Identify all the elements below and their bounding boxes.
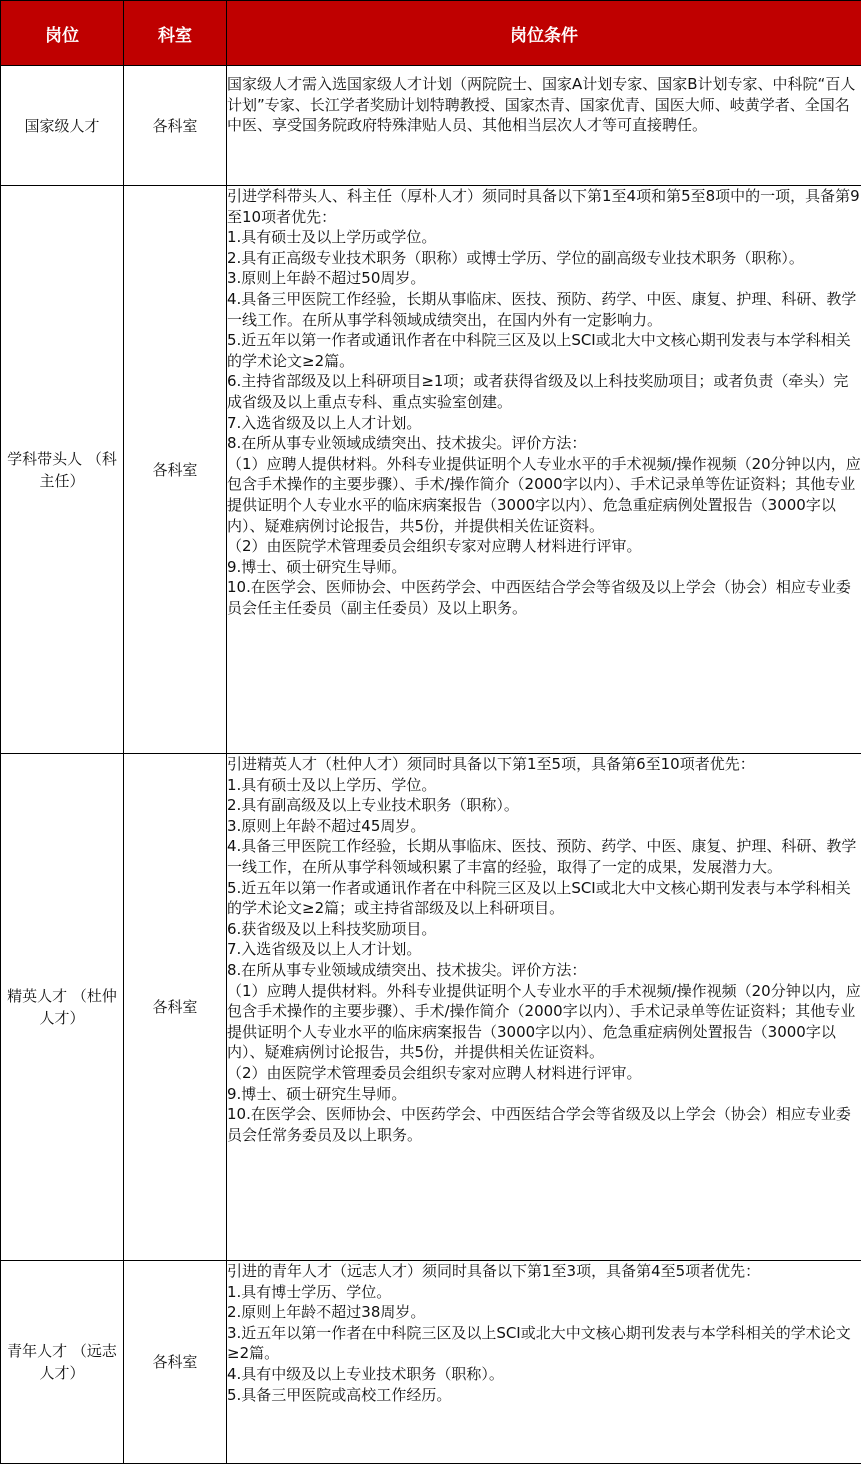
position-sublabel: （远志人才） — [39, 1342, 116, 1382]
condition-item: 10.在医学会、医师协会、中医药学会、中西医结合学会等省级及以上学会（协会）相应专业委员会任主任委员（副主任委员）及以上职务。 — [227, 577, 861, 618]
position-label: 国家级人才 — [24, 117, 99, 135]
condition-item: 8.在所从事专业领域成绩突出、技术拔尖。评价方法： — [227, 433, 861, 454]
condition-item: 3.原则上年龄不超过45周岁。 — [227, 816, 861, 837]
department-cell: 各科室 — [124, 1261, 227, 1464]
condition-intro: 引进精英人才（杜仲人才）须同时具备以下第1至5项，具备第6至10项者优先： — [227, 754, 861, 775]
condition-item: 7.入选省级及以上人才计划。 — [227, 413, 861, 434]
header-position: 岗位 — [1, 1, 124, 66]
condition-subitem: （2）由医院学术管理委员会组织专家对应聘人材料进行评审。 — [227, 536, 861, 557]
condition-item: 1.具有博士学历、学位。 — [227, 1282, 861, 1303]
position-label: 精英人才 — [7, 987, 67, 1005]
position-label: 学科带头人 — [7, 450, 82, 468]
condition-item: 5.近五年以第一作者或通讯作者在中科院三区及以上SCI或北大中文核心期刊发表与本学科相关的学术论文≥2篇。 — [227, 330, 861, 371]
condition-item: 2.原则上年龄不超过38周岁。 — [227, 1302, 861, 1323]
condition-subitem: （1）应聘人提供材料。外科专业提供证明个人专业水平的手术视频/操作视频（20分钟以内，应包含手术操作的主要步骤）、手术/操作简介（2000字以内）、手术记录单等佐证资料；其他专业提供证明个人专业水平的临床病案报告（3000字以内）、危急重症病例处置报告（3000字以内）、疑难病例讨论报告，共5份，并提供相关佐证资料。 — [227, 454, 861, 536]
condition-subitem: （1）应聘人提供材料。外科专业提供证明个人专业水平的手术视频/操作视频（20分钟以内，应包含手术操作的主要步骤）、手术/操作简介（2000字以内）、手术记录单等佐证资料；其他专业提供证明个人专业水平的临床病案报告（3000字以内）、危急重症病例处置报告（3000字以内）、疑难病例讨论报告，共5份，并提供相关佐证资料。 — [227, 981, 861, 1063]
table-row — [1, 186, 861, 754]
condition-item: 2.具有副高级及以上专业技术职务（职称）。 — [227, 795, 861, 816]
condition-item: 9.博士、硕士研究生导师。 — [227, 1084, 861, 1105]
condition-item: 4.具备三甲医院工作经验，长期从事临床、医技、预防、药学、中医、康复、护理、科研、教学一线工作，在所从事学科领域积累了丰富的经验，取得了一定的成果，发展潜力大。 — [227, 836, 861, 877]
position-cell — [1, 66, 124, 186]
position-cell — [1, 186, 124, 754]
conditions-cell — [227, 186, 861, 754]
header-department: 科室 — [124, 1, 227, 66]
condition-item: 3.近五年以第一作者在中科院三区及以上SCI或北大中文核心期刊发表与本学科相关的学术论文≥2篇。 — [227, 1323, 861, 1364]
department-cell: 各科室 — [124, 186, 227, 754]
condition-item: 6.获省级及以上科技奖励项目。 — [227, 919, 861, 940]
table-row — [1, 66, 861, 186]
condition-text: 国家级人才需入选国家级人才计划（两院院士、国家A计划专家、国家B计划专家、中科院“百人计划”专家、长江学者奖励计划特聘教授、国家杰青、国家优青、国医大师、岐黄学者、全国名中医、享受国务院政府特殊津贴人员、其他相当层次人才等可直接聘任。 — [227, 74, 861, 136]
conditions-cell — [227, 754, 861, 1261]
position-cell — [1, 754, 124, 1261]
table-row — [1, 754, 861, 1261]
condition-item: 6.主持省部级及以上科研项目≥1项；或者获得省级及以上科技奖励项目；或者负责（牵头）完成省级及以上重点专科、重点实验室创建。 — [227, 371, 861, 412]
position-cell — [1, 1261, 124, 1464]
condition-intro: 引进学科带头人、科主任（厚朴人才）须同时具备以下第1至4项和第5至8项中的一项，具备第9至10项者优先： — [227, 186, 861, 227]
condition-intro: 引进的青年人才（远志人才）须同时具备以下第1至3项，具备第4至5项者优先： — [227, 1261, 861, 1282]
condition-item: 8.在所从事专业领域成绩突出、技术拔尖。评价方法： — [227, 960, 861, 981]
conditions-cell — [227, 66, 861, 186]
condition-item: 4.具备三甲医院工作经验，长期从事临床、医技、预防、药学、中医、康复、护理、科研、教学一线工作。在所从事学科领域成绩突出，在国内外有一定影响力。 — [227, 289, 861, 330]
condition-item: 5.近五年以第一作者或通讯作者在中科院三区及以上SCI或北大中文核心期刊发表与本学科相关的学术论文≥2篇；或主持省部级及以上科研项目。 — [227, 878, 861, 919]
table-row — [1, 1261, 861, 1464]
condition-item: 10.在医学会、医师协会、中医药学会、中西医结合学会等省级及以上学会（协会）相应专业委员会任常务委员及以上职务。 — [227, 1104, 861, 1145]
department-cell: 各科室 — [124, 66, 227, 186]
table-header-row — [1, 1, 861, 66]
condition-item: 4.具有中级及以上专业技术职务（职称）。 — [227, 1364, 861, 1385]
department-cell: 各科室 — [124, 754, 227, 1261]
condition-subitem: （2）由医院学术管理委员会组织专家对应聘人材料进行评审。 — [227, 1063, 861, 1084]
position-sublabel: （科主任） — [39, 450, 116, 490]
conditions-cell — [227, 1261, 861, 1464]
position-label: 青年人才 — [7, 1342, 67, 1360]
condition-item: 9.博士、硕士研究生导师。 — [227, 557, 861, 578]
condition-item: 2.具有正高级专业技术职务（职称）或博士学历、学位的副高级专业技术职务（职称）。 — [227, 248, 861, 269]
condition-item: 1.具有硕士及以上学历、学位。 — [227, 775, 861, 796]
condition-item: 3.原则上年龄不超过50周岁。 — [227, 268, 861, 289]
condition-item: 1.具有硕士及以上学历或学位。 — [227, 227, 861, 248]
condition-item: 5.具备三甲医院或高校工作经历。 — [227, 1385, 861, 1406]
header-conditions: 岗位条件 — [227, 1, 861, 66]
condition-item: 7.入选省级及以上人才计划。 — [227, 939, 861, 960]
position-sublabel: （杜仲人才） — [39, 987, 116, 1027]
